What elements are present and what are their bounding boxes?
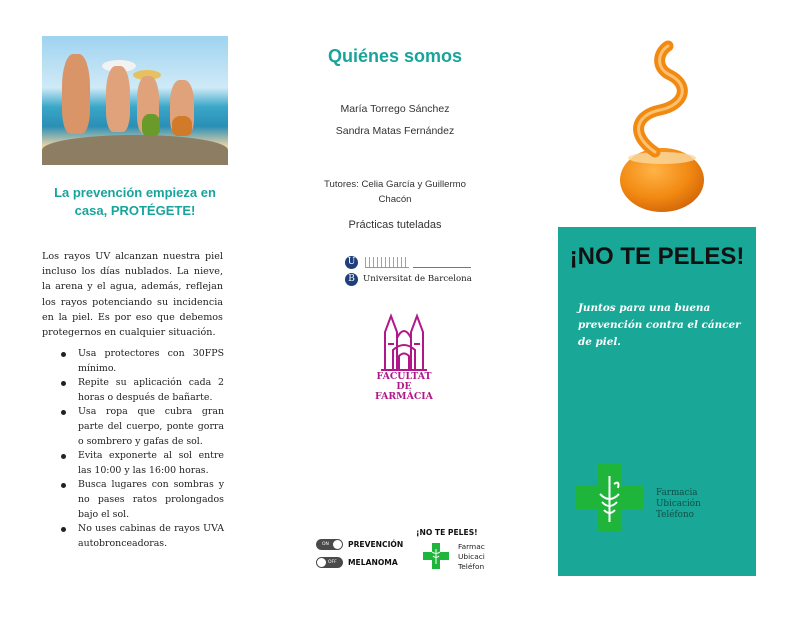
pharmacy-info-line: Teléfono (656, 510, 694, 520)
rock (42, 135, 228, 165)
cover-title: ¡NO TE PELES! (569, 243, 745, 270)
cover-subtitle: Juntos para una buena prevención contra el cáncer de piel. (578, 302, 741, 348)
pharmacy-info-line: Farmacia (656, 488, 698, 498)
mini-brochure-title: ¡NO TE PELES! (416, 528, 478, 537)
tip-text: Usa ropa que cubra gran parte del cuerpo, ponte gorra o sombrero y gafas de sol. (78, 406, 224, 447)
bullet-icon (61, 454, 66, 459)
left-heading-line: casa, PROTÉGETE! (74, 203, 196, 218)
toggle-state-label: OFF (328, 560, 337, 565)
toggle-label: PREVENCIÓN (348, 540, 404, 549)
ub-b-icon: B (345, 273, 358, 286)
uv-paragraph: Los rayos UV alcanzan nuestra piel incluso los días nublados. La nieve, la arena y el agua, además, reflejan los rayos potenciando su incidencia en la piel. Es por eso que debemos protegernos en cualquier situación. (42, 251, 223, 339)
ub-name: Universitat de Barcelona (363, 274, 472, 284)
mini-info-line: Farmac (458, 542, 485, 551)
pharmacy-info (656, 488, 701, 521)
faculty-name: FACULTAT DE (376, 371, 432, 392)
tip-text: Usa protectores con 30FPS mínimo. (78, 348, 224, 374)
melanoma-toggle[interactable] (316, 557, 343, 568)
faculty-building-icon (379, 310, 429, 372)
pharmacy-info-line: Ubicación (656, 499, 701, 509)
author-name: Sandra Matas Fernández (335, 125, 455, 137)
cover-panel (558, 227, 756, 576)
orange-peel-image (600, 40, 725, 215)
author-name: María Torrego Sánchez (340, 103, 450, 115)
bullet-icon (61, 483, 66, 488)
mini-info-line: Ubicaci (458, 552, 485, 561)
tip-text: No uses cabinas de rayos UVA autobronceadoras. (78, 523, 224, 549)
toggle-knob (333, 540, 342, 549)
tutors-line: Tutores: Celia García y Guillermo (324, 179, 466, 190)
list-item (58, 478, 224, 522)
tutors-text (305, 177, 485, 207)
toggle-knob (317, 558, 326, 567)
bullet-icon (61, 352, 66, 357)
tip-text: Repite su aplicación cada 2 horas o después de bañarte. (78, 377, 224, 403)
mini-info-line: Teléfon (458, 562, 485, 571)
toggle-label: MELANOMA (348, 558, 398, 567)
faculty-name: FARMÀCIA (375, 391, 433, 402)
divider (413, 267, 471, 268)
swimsuit (172, 116, 192, 136)
about-us-title: Quiénes somos (327, 46, 463, 66)
left-heading (42, 184, 228, 220)
prevention-toggle[interactable] (316, 539, 343, 550)
tip-text: Evita exponerte al sol entre las 10:00 y las 16:00 horas. (78, 450, 224, 476)
toggle-state-label: ON (322, 542, 329, 547)
bullet-icon (61, 527, 66, 532)
tutors-line: Chacón (378, 194, 412, 205)
list-item (58, 405, 224, 449)
list-item (58, 522, 224, 551)
list-item (58, 449, 224, 478)
tip-text: Busca lugares con sombras y no pases ratos prolongados bajo el sol. (78, 479, 224, 520)
swimsuit (142, 114, 160, 136)
faculty-of-pharmacy-logo (368, 310, 440, 400)
pharmacy-cross-icon (423, 543, 449, 569)
list-item (58, 347, 224, 376)
left-heading-line: La prevención empieza en (54, 185, 216, 200)
person-child-1 (106, 66, 130, 132)
bullet-icon (61, 381, 66, 386)
list-item (58, 376, 224, 405)
ub-building-icon (365, 257, 409, 268)
tips-list (58, 347, 224, 551)
bullet-icon (61, 410, 66, 415)
practicas-label: Prácticas tuteladas (348, 219, 442, 231)
pharmacy-cross-icon (576, 464, 643, 531)
university-of-barcelona-logo (343, 254, 473, 288)
mini-info (458, 542, 486, 572)
person-mother (62, 54, 90, 134)
ub-u-icon: U (345, 256, 358, 269)
beach-family-photo (42, 36, 228, 165)
